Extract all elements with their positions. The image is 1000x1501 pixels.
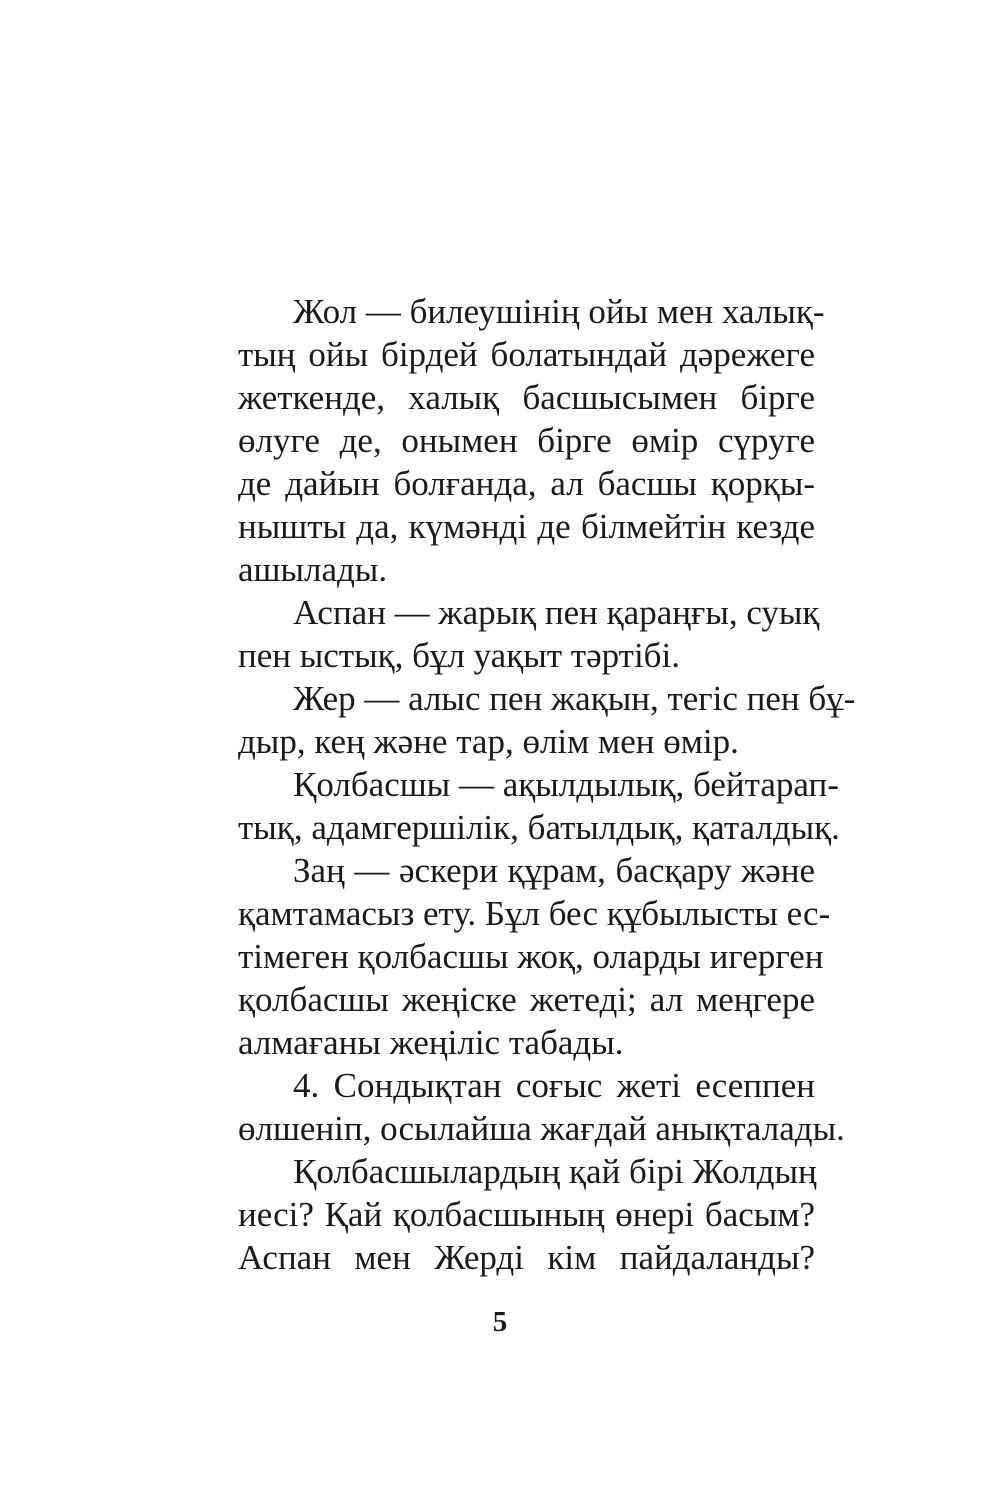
text-line: тың ойы бірдей болатындай дәрежеге bbox=[238, 335, 815, 374]
page-number: 5 bbox=[492, 1306, 508, 1338]
text-line: дыр, кең және тар, өлім мен өмір. bbox=[238, 722, 739, 761]
text-line: өлшеніп, осылайша жағдай анықталады. bbox=[238, 1109, 845, 1148]
text-line: Аспан мен Жерді кім пайдаланды? bbox=[238, 1238, 815, 1277]
paragraph-earth bbox=[183, 677, 856, 763]
text-line: Жол — билеушінің ойы мен халық- bbox=[293, 292, 825, 331]
paragraph-law bbox=[183, 849, 831, 1064]
text-line: иесі? Қай қолбасшының өнері басым? bbox=[238, 1195, 815, 1234]
paragraph-way bbox=[183, 290, 825, 591]
text-line: тімеген қолбасшы жоқ, оларды игерген bbox=[238, 937, 824, 976]
body-text bbox=[183, 290, 856, 1279]
text-line: нышты да, күмәнді де білмейтін кезде bbox=[238, 507, 815, 546]
paragraph-commander bbox=[183, 763, 840, 849]
text-line: Қолбасшылардың қай бірі Жолдың bbox=[293, 1152, 817, 1191]
text-line: қолбасшы жеңіске жетеді; ал меңгере bbox=[238, 980, 815, 1019]
text-line: Заң — әскери құрам, басқару және bbox=[293, 851, 815, 890]
text-line: өлуге де, онымен бірге өмір сүруге bbox=[238, 421, 815, 460]
text-line: пен ыстық, бұл уақыт тәртібі. bbox=[238, 636, 680, 675]
text-line: ашылады. bbox=[238, 550, 388, 589]
text-line: тық, адамгершілік, батылдық, қаталдық. bbox=[238, 808, 840, 847]
text-line: 4. Сондықтан соғыс жеті есеппен bbox=[293, 1066, 815, 1105]
text-line: жеткенде, халық басшысымен бірге bbox=[238, 378, 815, 417]
paragraph-questions bbox=[183, 1150, 815, 1279]
paragraph-heaven bbox=[183, 591, 820, 677]
text-line: де дайын болғанда, ал басшы қорқы- bbox=[238, 464, 815, 503]
text-line: Аспан — жарық пен қараңғы, суық bbox=[293, 593, 820, 632]
text-line: Қолбасшы — ақылдылық, бейтарап- bbox=[293, 765, 839, 804]
text-line: қамтамасыз ету. Бұл бес құбылысты ес- bbox=[238, 894, 831, 933]
text-line: Жер — алыс пен жақын, тегіс пен бұ- bbox=[293, 679, 856, 718]
text-line: алмағаны жеңіліс табады. bbox=[238, 1023, 624, 1062]
paragraph-seven-calculations bbox=[183, 1064, 845, 1150]
